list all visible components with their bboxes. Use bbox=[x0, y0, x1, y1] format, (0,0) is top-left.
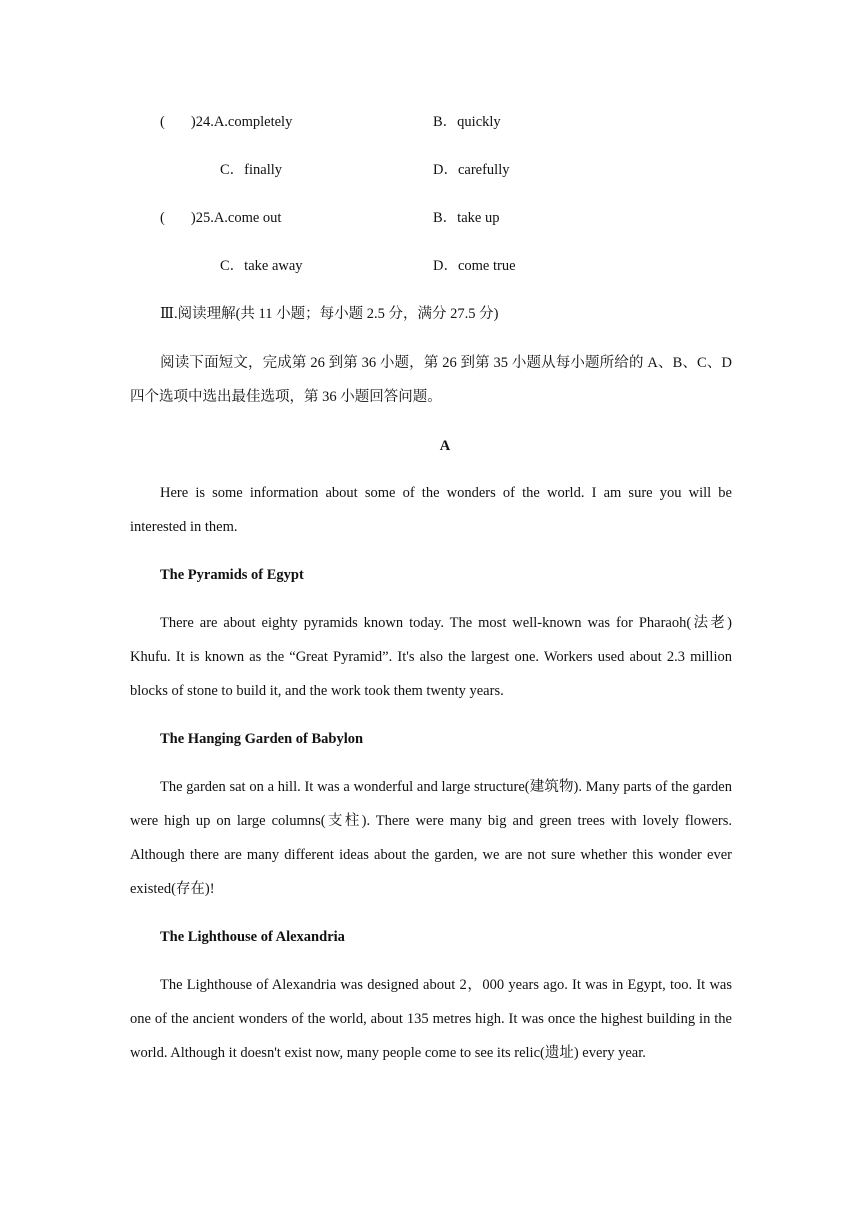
wonder-paragraph: The Lighthouse of Alexandria was designed about 2，000 years ago. It was in Egypt, too. It was one of the ancient wonders of the world, about 135 metres high. It was once the highest building in the world. Although it doesn't exist now, many people come to see its relic(遗址) every year. bbox=[130, 977, 732, 1061]
wonder-heading: The Pyramids of Egypt bbox=[160, 567, 304, 583]
question-25-option-b: B．take up bbox=[433, 210, 500, 226]
passage-label: A bbox=[439, 438, 451, 454]
question-24-option-d: D．carefully bbox=[433, 162, 510, 178]
wonder-paragraph: There are about eighty pyramids known today. The most well-known was for Pharaoh(法老) Khufu. It is known as the “Great Pyramid”. It's also the largest one. Workers used about 2.3 million blocks of stone to build it, and the work took them twenty years. bbox=[130, 615, 732, 699]
section-title: Ⅲ.阅读理解(共 11 小题；每小题 2.5 分，满分 27.5 分) bbox=[160, 306, 499, 322]
question-25-option-a: ( )25.A.come out bbox=[160, 210, 282, 226]
wonder-heading: The Lighthouse of Alexandria bbox=[160, 929, 345, 945]
instructions-paragraph: 阅读下面短文，完成第 26 到第 36 小题，第 26 到第 35 小题从每小题所给的 A、B、C、D 四个选项中选出最佳选项，第 36 小题回答问题。 bbox=[130, 355, 732, 405]
question-25-option-d: D．come true bbox=[433, 258, 516, 274]
question-24-option-b: B．quickly bbox=[433, 114, 501, 130]
question-24-option-c: C．finally bbox=[220, 162, 283, 178]
wonder-paragraph: The garden sat on a hill. It was a wonderful and large structure(建筑物). Many parts of the garden were high up on large columns(支柱). There were many big and green trees with lovely flowers. Although there are many different ideas about the garden, we are not sure whether this wonder ever existed(存在)! bbox=[130, 779, 732, 897]
intro-paragraph: Here is some information about some of the wonders of the world. I am sure you will be interested in them. bbox=[130, 485, 732, 535]
question-25-option-c: C．take away bbox=[220, 258, 303, 274]
question-24-option-a: ( )24.A.completely bbox=[160, 114, 293, 130]
wonder-heading: The Hanging Garden of Babylon bbox=[160, 731, 364, 747]
